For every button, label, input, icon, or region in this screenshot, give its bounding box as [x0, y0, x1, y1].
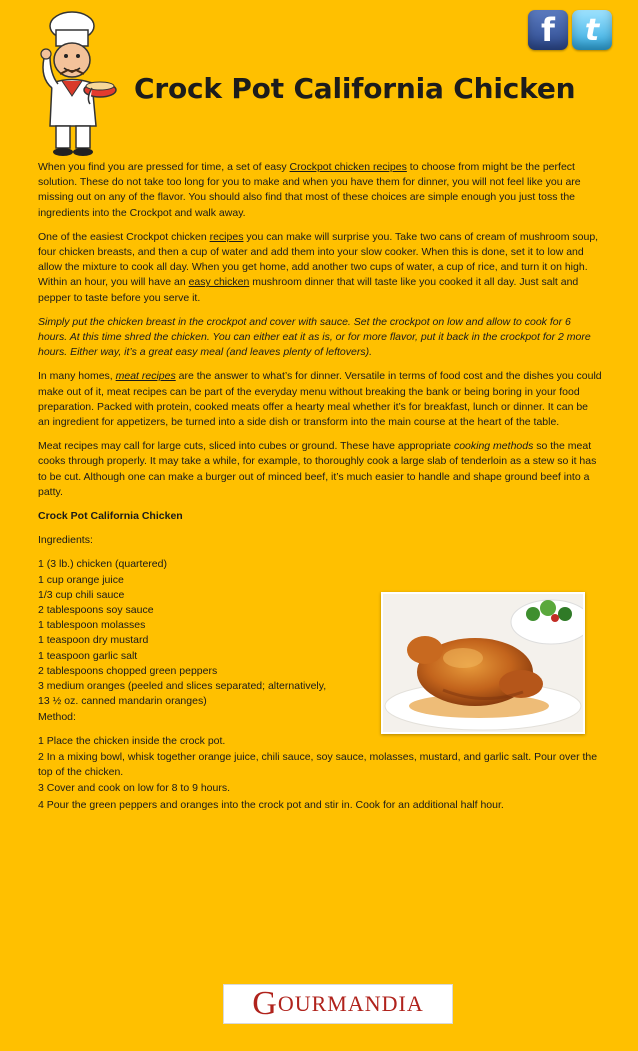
roast-chicken-photo [381, 592, 585, 734]
list-item: 2 tablespoons chopped green peppers [38, 664, 218, 677]
method-label: Method: [38, 710, 76, 723]
method-list [38, 734, 602, 813]
text: mushroom dinner that will taste like you cooked it all day. Just salt and pepper to taste before you serve it. [38, 276, 579, 304]
twitter-icon[interactable]: t [572, 10, 612, 50]
page-title: Crock Pot California Chicken [134, 72, 576, 105]
text: to choose from might be the perfect solution. These do not take too long for you to make and when you have them for dinner, you will not feel like you are missing out on any of the flavor. You should also find that most of these choices are simple enough you just toss the ingredients into the Crockpot and walk away. [38, 161, 581, 219]
list-item: 1 teaspoon dry mustard [38, 634, 149, 647]
list-item: 1 teaspoon garlic salt [38, 649, 138, 662]
intro-paragraph-3: Simply put the chicken breast in the crockpot and cover with sauce. Set the crockpot on low and allow to cook for 6 hours. At this time shred the chicken. You can either eat it as is, or for more flavor, put it back in the crockpot for 2 more hours. Either way, it’s a great easy meal (and leaves plenty of leftovers). [38, 315, 591, 359]
list-item: 4 Pour the green peppers and oranges into the crock pot and stir in. Cook for an additional half hour. [38, 798, 504, 811]
logo-text: OURMANDIA [277, 991, 424, 1016]
easy-chicken-link[interactable]: easy chicken [188, 276, 250, 289]
list-item: 3 medium oranges (peeled and slices separated; alternatively, [38, 680, 327, 693]
intro-paragraph-5 [38, 439, 602, 500]
cooking-methods-emphasis: cooking methods [453, 440, 534, 453]
text: Meat recipes may call for large cuts, sliced into cubes or ground. These have appropriate [38, 440, 454, 453]
text: you can make will surprise you. Take two cans of cream of mushroom soup, four chicken breasts, and then a cup of water and add them into your slow cooker. When this is done, set it to low and allow the mixture to cook all day. When you get home, add another two cups of water, a cup of rice, and turn it on high. Within an hour, you will have an [38, 230, 599, 289]
list-item: 2 tablespoons soy sauce [38, 604, 154, 617]
list-item: 13 ½ oz. canned mandarin oranges) [38, 695, 207, 708]
facebook-icon[interactable]: f [528, 10, 568, 50]
text: are the answer to what’s for dinner. Versatile in terms of food cost and the dishes you could make out of it, meat recipes can be part of the everyday menu without breaking the bank or being boring in your food preparation. Packed with protein, cooked meats offer a hearty meal whether it’s for breakfast, lunch or dinner. It can be an ingredient for appetizers, be turned into a side dish or transform into the main course at the heart of the table. [38, 370, 602, 429]
social-links [528, 10, 612, 50]
crockpot-chicken-recipes-link[interactable]: Crockpot chicken recipes [289, 161, 407, 173]
text: In many homes, [38, 370, 116, 383]
text: One of the easiest Crockpot chicken [38, 230, 210, 243]
list-item: 3 Cover and cook on low for 8 to 9 hours. [38, 782, 231, 795]
recipes-link[interactable]: recipes [209, 230, 244, 243]
intro-paragraph-2 [38, 230, 602, 306]
list-item: 1 tablespoon molasses [38, 619, 146, 632]
list-item: 1 (3 lb.) chicken (quartered) [38, 558, 167, 571]
meat-recipes-link[interactable]: meat recipes [115, 370, 176, 383]
intro-paragraph-4 [38, 369, 602, 430]
chef-icon [34, 8, 118, 158]
text: so the meat cooks through properly. It may take a while, for example, to thoroughly cook a large slab of tenderloin as a stew so it has to be cut. Although one can make a burger out of minced beef, it’s much easier to handle and shape ground beef into a patty. [38, 440, 597, 498]
recipe-title: Crock Pot California Chicken [38, 510, 183, 523]
ingredients-label: Ingredients: [38, 534, 93, 547]
intro-paragraph-1 [38, 160, 602, 221]
list-item: 1 cup orange juice [38, 573, 124, 586]
list-item: 1 Place the chicken inside the crock pot. [38, 734, 226, 747]
text: When you find you are pressed for time, a set of easy [38, 161, 290, 173]
logo-text: G [252, 985, 278, 1022]
gourmandia-logo[interactable] [223, 984, 453, 1024]
list-item: 2 In a mixing bowl, whisk together orange juice, chili sauce, soy sauce, molasses, mustard, and garlic salt. Pour over the top of the chicken. [38, 750, 598, 779]
list-item: 1/3 cup chili sauce [38, 588, 125, 601]
